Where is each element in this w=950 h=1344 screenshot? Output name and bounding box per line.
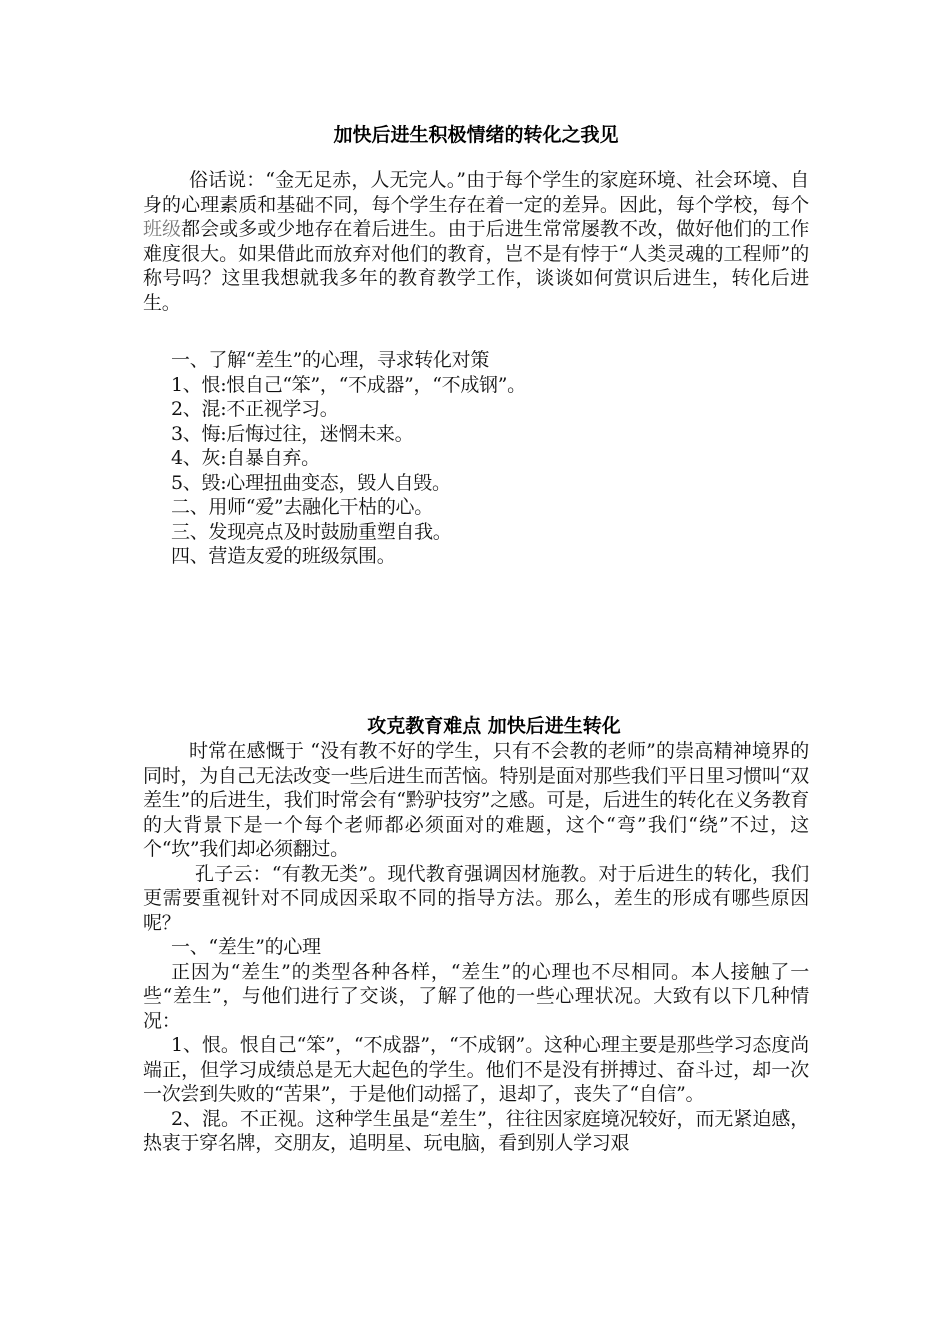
- article-1: [143, 122, 809, 569]
- outline-item: 四、营造友爱的班级氛围。: [171, 545, 396, 567]
- outline-item: 一、了解“差生”的心理，寻求转化对策: [171, 349, 490, 371]
- outline-item: 5、毁:心理扭曲变态，毁人自毁。: [171, 471, 451, 494]
- article-2-title: 攻克教育难点 加快后进生转化: [367, 715, 621, 737]
- article-2-paragraph-3: 正因为“差生”的类型各种各样，“差生”的心理也不尽相同。本人接触了一些“差生”，与他们进行了交谈，了解了他的一些心理状况。大致有以下几种情况：: [143, 960, 809, 1032]
- outline-item: 2、混:不正视学习。: [171, 398, 339, 420]
- intro-highlight-word: 班级: [143, 218, 182, 240]
- outline-item: 3、悔:后悔过往，迷惘未来。: [171, 422, 414, 445]
- intro-text-part-2: 都会或多或少地存在着后进生。由于后进生常常屡教不改，做好他们的工作难度很大。如果借此而放弃对他们的教育，岂不是有悖于“人类灵魂的工程师”的称号吗？这里我想就我多年的教育教学工作，谈谈如何赏识后进生，转化后进生。: [143, 218, 809, 314]
- article-1-outline: [143, 348, 809, 569]
- outline-item: 二、用师“爱”去融化干枯的心。: [171, 496, 433, 518]
- article-2-paragraph-5: 2、混。不正视。这种学生虽是“差生”，往往因家庭境况较好，而无紧迫感，热衷于穿名牌，交朋友，追明星、玩电脑，看到别人学习艰: [143, 1107, 809, 1154]
- article-2-paragraph-1: 时常在感慨于 “没有教不好的学生，只有不会教的老师”的崇高精神境界的同时，为自己无法改变一些后进生而苦恼。特别是面对那些我们平日里习惯叫“双差生”的后进生，我们时常会有“黔驴技穷”之感。可是，后进生的转化在义务教育的大背景下是一个每个老师都必须面对的难题，这个“弯”我们“绕”不过，这个“坎”我们却必须翻过。: [143, 740, 809, 860]
- article-2-heading-1: 一、“差生”的心理: [171, 936, 321, 958]
- article-1-title: 加快后进生积极情绪的转化之我见: [333, 124, 619, 146]
- article-2-paragraph-2: 孔子云：“有教无类”。现代教育强调因材施教。对于后进生的转化，我们更需要重视针对不同成因采取不同的指导方法。那么，差生的形成有哪些原因呢？: [143, 862, 809, 934]
- outline-item: 1、恨:恨自己“笨”，“不成器”，“不成钢”。: [171, 373, 526, 396]
- article-2: [143, 713, 809, 1156]
- intro-text-part-1: 俗话说：“金无足赤，人无完人。”由于每个学生的家庭环境、社会环境、自身的心理素质和基础不同，每个学生存在着一定的差异。因此，每个学校，每个: [143, 169, 809, 216]
- article-2-paragraph-4: 1、恨。恨自己“笨”，“不成器”，“不成钢”。这种心理主要是那些学习态度尚端正，但学习成绩总是无大起色的学生。他们不是没有拼搏过、奋斗过，却一次一次尝到失败的“苦果”，于是他们动摇了，退却了，丧失了“自信”。: [143, 1034, 809, 1105]
- article-1-intro: [143, 168, 809, 315]
- outline-item: 4、灰:自暴自弃。: [171, 447, 320, 469]
- outline-item: 三、发现亮点及时鼓励重塑自我。: [171, 520, 452, 543]
